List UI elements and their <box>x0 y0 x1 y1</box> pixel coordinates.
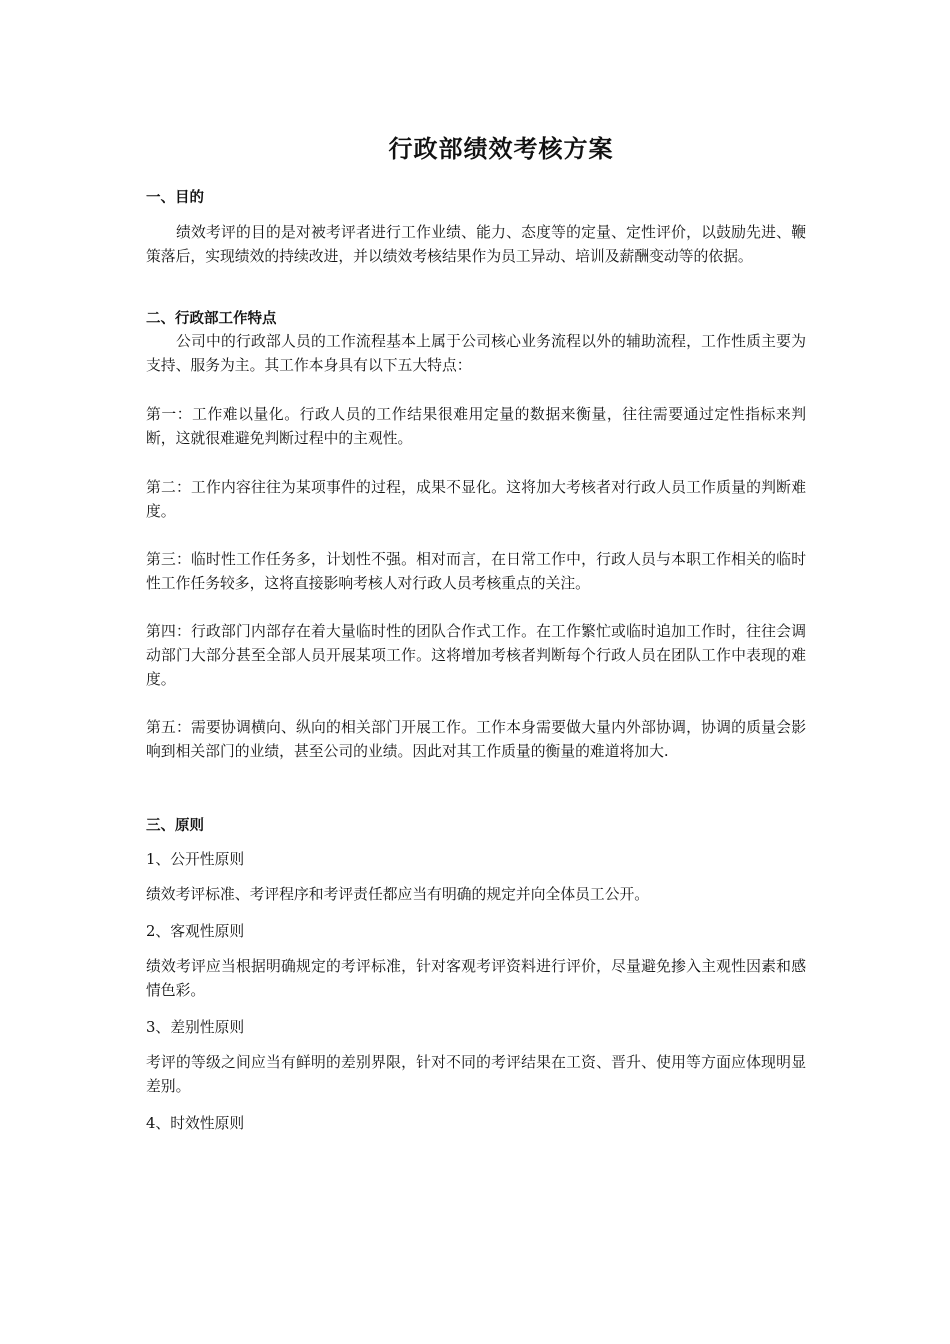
section-heading-purpose: 一、目的 <box>146 190 204 206</box>
section-heading-principles: 三、原则 <box>146 818 204 834</box>
paragraph-feature-5: 第五：需要协调横向、纵向的相关部门开展工作。工作本身需要做大量内外部协调，协调的质量会影响到相关部门的业绩，甚至公司的业绩。因此对其工作质量的衡量的难道将加大. <box>146 719 806 760</box>
principle-label-difference: 3、差别性原则 <box>146 1019 245 1036</box>
principle-text-openness: 绩效考评标准、考评程序和考评责任都应当有明确的规定并向全体员工公开。 <box>146 886 650 903</box>
principle-label-objectivity: 2、客观性原则 <box>146 923 245 940</box>
principle-label-timeliness: 4、时效性原则 <box>146 1115 245 1132</box>
paragraph-feature-3: 第三：临时性工作任务多，计划性不强。相对而言，在日常工作中，行政人员与本职工作相关的临时性工作任务较多，这将直接影响考核人对行政人员考核重点的关注。 <box>146 551 806 592</box>
document-title: 行政部绩效考核方案 <box>388 135 614 163</box>
principle-text-objectivity: 绩效考评应当根据明确规定的考评标准，针对客观考评资料进行评价，尽量避免掺入主观性因素和感情色彩。 <box>146 958 806 999</box>
section-heading-features: 二、行政部工作特点 <box>146 311 277 327</box>
paragraph-features-intro: 公司中的行政部人员的工作流程基本上属于公司核心业务流程以外的辅助流程，工作性质主要为支持、服务为主。其工作本身具有以下五大特点： <box>146 333 806 374</box>
paragraph-purpose: 绩效考评的目的是对被考评者进行工作业绩、能力、态度等的定量、定性评价，以鼓励先进、鞭策落后，实现绩效的持续改进，并以绩效考核结果作为员工异动、培训及薪酬变动等的依据。 <box>146 224 806 265</box>
principle-text-difference: 考评的等级之间应当有鲜明的差别界限，针对不同的考评结果在工资、晋升、使用等方面应体现明显差别。 <box>146 1054 806 1095</box>
paragraph-feature-2: 第二：工作内容往往为某项事件的过程，成果不显化。这将加大考核者对行政人员工作质量的判断难度。 <box>146 479 806 520</box>
principle-label-openness: 1、公开性原则 <box>146 851 245 868</box>
paragraph-feature-1: 第一：工作难以量化。行政人员的工作结果很难用定量的数据来衡量，往往需要通过定性指标来判断，这就很难避免判断过程中的主观性。 <box>146 406 806 447</box>
paragraph-feature-4: 第四：行政部门内部存在着大量临时性的团队合作式工作。在工作繁忙或临时追加工作时，往往会调动部门大部分甚至全部人员开展某项工作。这将增加考核者判断每个行政人员在团队工作中表现的难度。 <box>146 623 806 688</box>
